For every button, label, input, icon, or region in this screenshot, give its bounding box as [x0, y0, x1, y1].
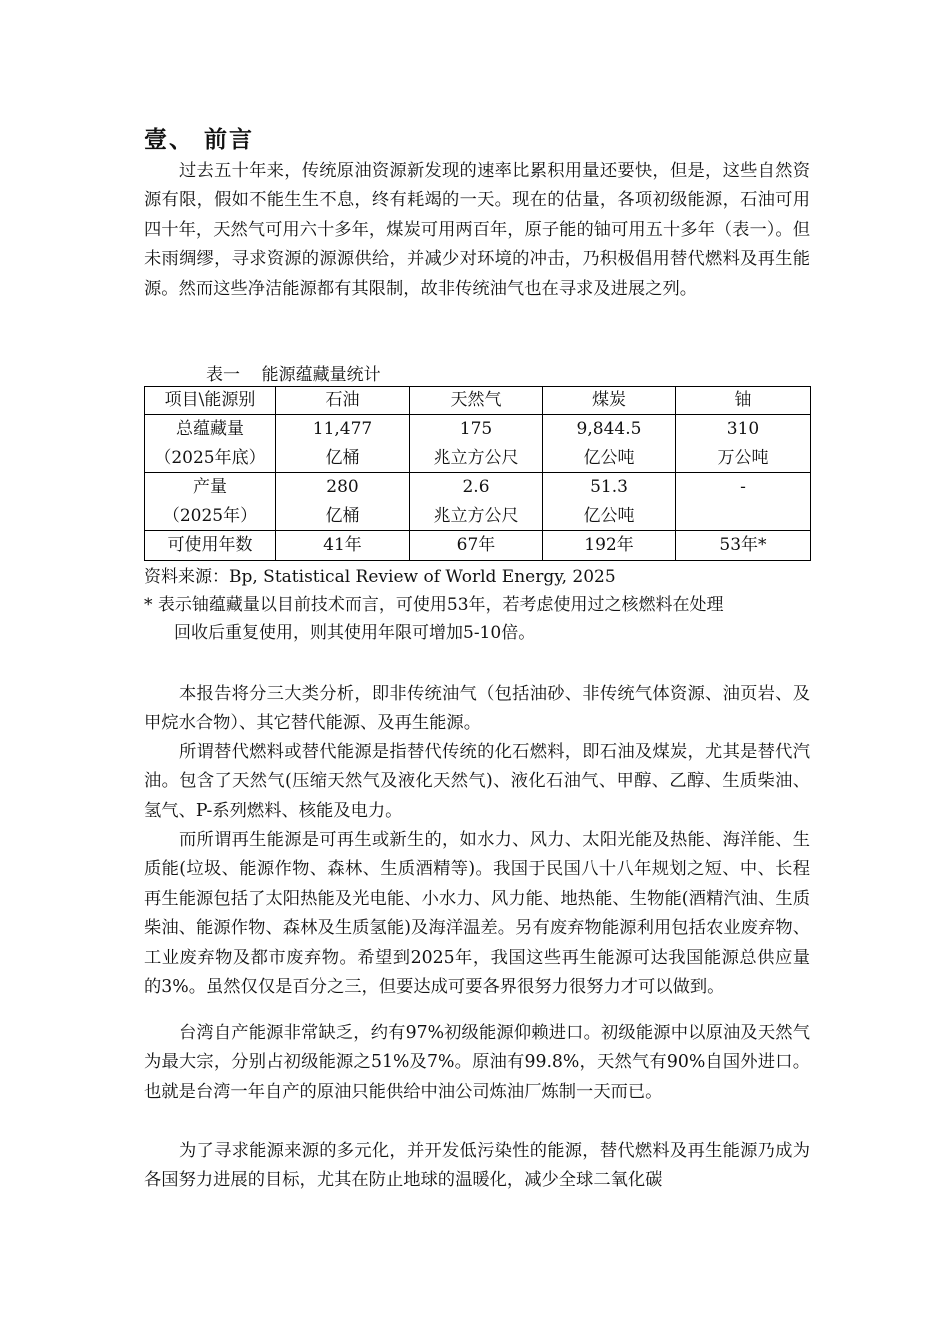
cell-value: -: [740, 477, 746, 497]
cell-unit: 兆立方公尺: [433, 505, 519, 526]
paragraph-diversification: 为了寻求能源来源的多元化，并开发低污染性的能源，替代燃料及再生能源乃成为各国努力进展的目标，尤其在防止地球的温暖化，减少全球二氧化碳: [144, 1141, 810, 1191]
cell-unit: 亿公吨: [583, 505, 635, 526]
cell-value: 310: [726, 419, 760, 439]
table-row-production: [145, 473, 811, 531]
gas-years-cell: 67年: [410, 531, 543, 561]
row-label-cell: [145, 473, 276, 531]
coal-years-cell: 192年: [543, 531, 676, 561]
header-cell-coal: 煤炭: [543, 387, 676, 415]
cell-value: 9,844.5: [576, 419, 642, 439]
paragraph-alternative-fuels: 所谓替代燃料或替代能源是指替代传统的化石燃料，即石油及煤炭，尤其是替代汽油。包含了天然气(压缩天然气及液化天然气)、液化石油气、甲醇、乙醇、生质柴油、氢气、P-系列燃料、核能及电力。: [144, 742, 810, 821]
row-label: 产量: [193, 477, 227, 497]
row-label-cell: [145, 415, 276, 473]
gas-reserve-cell: [410, 415, 543, 473]
coal-reserve-cell: [543, 415, 676, 473]
header-cell-item: 项目\能源别: [145, 387, 276, 415]
row-label-note: （2025年）: [162, 505, 258, 526]
header-cell-oil: 石油: [276, 387, 410, 415]
coal-production-cell: [543, 473, 676, 531]
cell-value: 11,477: [312, 419, 373, 439]
section-heading: 壹、 前言: [144, 126, 255, 153]
row-label: 总蕴藏量: [176, 419, 244, 439]
gas-production-cell: [410, 473, 543, 531]
paragraph-renewable-energy: 而所谓再生能源是可再生或新生的，如水力、风力、太阳光能及热能、海洋能、生质能(垃圾、能源作物、森林、生质酒精等)。我国于民国八十八年规划之短、中、长程再生能源包括了太阳热能及光电能、小水力、风力能、地热能、生物能(酒精汽油、生质柴油、能源作物、森林及生质氢能)及海洋温差。另有废弃物能源利用包括农业废弃物、工业废弃物及都市废弃物。希望到2025年，我国这些再生能源可达我国能源总供应量的3%。虽然仅仅是百分之三，但要达成可要各界很努力很努力才可以做到。: [144, 830, 810, 998]
oil-production-cell: [276, 473, 410, 531]
oil-years-cell: 41年: [276, 531, 410, 561]
table-header-row: [145, 387, 811, 415]
cell-value: 280: [326, 477, 359, 497]
energy-reserves-table: [144, 386, 811, 561]
header-cell-gas: 天然气: [410, 387, 543, 415]
table-row-reserves: [145, 415, 811, 473]
cell-unit: 亿桶: [325, 505, 360, 526]
row-label: 可使用年数: [145, 531, 276, 561]
cell-unit: 兆立方公尺: [433, 447, 519, 468]
footnote-line: 回收后重复使用，则其使用年限可增加5-10倍。: [174, 623, 536, 643]
cell-value: 175: [459, 419, 493, 439]
cell-unit: 亿公吨: [583, 447, 635, 468]
cell-value: 2.6: [462, 477, 490, 497]
header-cell-uranium: 铀: [676, 387, 811, 415]
paragraph-intro: 过去五十年来，传统原油资源新发现的速率比累积用量还要快，但是，这些自然资源有限，假如不能生生不息，终有耗竭的一天。现在的估量，各项初级能源，石油可用四十年，天然气可用六十多年，煤炭可用两百年，原子能的铀可用五十多年（表一）。但未雨绸缪，寻求资源的源源供给，并减少对环境的冲击，乃积极倡用替代燃料及再生能源。然而这些净洁能源都有其限制，故非传统油气也在寻求及进展之列。: [144, 161, 810, 299]
cell-unit: 万公吨: [717, 447, 769, 468]
cell-unit: 亿桶: [325, 447, 360, 468]
table-caption: 表一 能源蕴藏量统计: [206, 365, 381, 385]
uranium-reserve-cell: [676, 415, 811, 473]
paragraph-taiwan-energy: 台湾自产能源非常缺乏，约有97%初级能源仰赖进口。初级能源中以原油及天然气为最大宗，分别占初级能源之51%及7%。原油有99.8%，天然气有90%自国外进口。也就是台湾一年自产的原油只能供给中油公司炼油厂炼制一天而已。: [144, 1023, 810, 1102]
table-source: 资料来源：Bp, Statistical Review of World Energy, 2025: [144, 567, 616, 587]
uranium-production-cell: [676, 473, 811, 531]
row-label-note: （2025年底）: [154, 447, 266, 468]
table-row-years: [145, 531, 811, 561]
oil-reserve-cell: [276, 415, 410, 473]
footnote-line: * 表示铀蕴藏量以目前技术而言，可使用53年，若考虑使用过之核燃料在处理: [144, 595, 724, 615]
paragraph-report-outline: 本报告将分三大类分析，即非传统油气（包括油砂、非传统气体资源、油页岩、及甲烷水合物）、其它替代能源、及再生能源。: [144, 684, 810, 734]
table-footnote: [144, 591, 810, 647]
cell-value: 51.3: [590, 477, 628, 497]
uranium-years-cell: 53年*: [676, 531, 811, 561]
